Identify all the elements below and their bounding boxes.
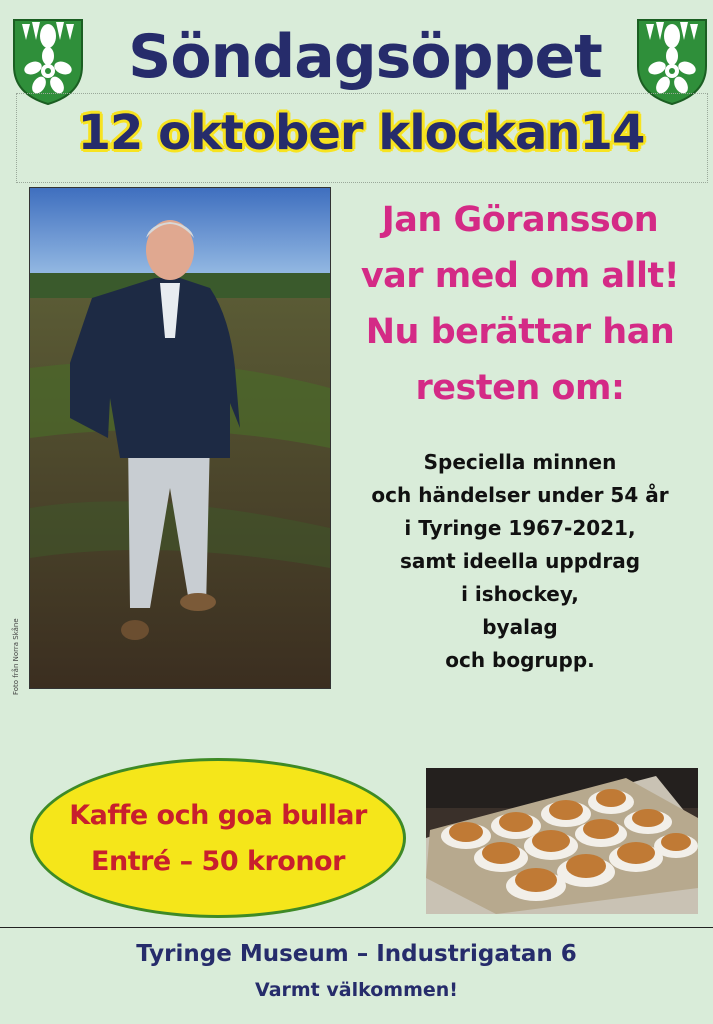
offer-line: Kaffe och goa bullar xyxy=(69,800,367,831)
description-line: byalag xyxy=(482,615,558,639)
poster-dateline: 12 oktober klockan14 xyxy=(77,105,645,161)
headline-line: Nu berättar han xyxy=(365,312,675,352)
description xyxy=(340,446,700,677)
photo-credit: Foto från Norra Skåne xyxy=(12,618,20,695)
headline-line: var med om allt! xyxy=(360,256,680,296)
description-line: och händelser under 54 år xyxy=(371,483,669,507)
offer-line: Entré – 50 kronor xyxy=(91,846,345,877)
headline-line: resten om: xyxy=(415,368,625,408)
description-line: i Tyringe 1967-2021, xyxy=(404,516,636,540)
description-line: och bogrupp. xyxy=(445,648,595,672)
footer-address: Tyringe Museum – Industrigatan 6 xyxy=(136,941,577,967)
portrait-photo xyxy=(29,187,331,689)
divider xyxy=(0,927,713,928)
headline xyxy=(340,192,700,416)
offer-text xyxy=(30,793,406,885)
headline-line: Jan Göransson xyxy=(381,200,659,240)
description-line: samt ideella uppdrag xyxy=(399,549,641,573)
buns-photo xyxy=(426,768,698,914)
description-line: Speciella minnen xyxy=(423,450,617,474)
footer-welcome: Varmt välkommen! xyxy=(255,979,458,1001)
poster-title: Söndagsöppet xyxy=(128,22,602,92)
description-line: i ishockey, xyxy=(461,582,579,606)
